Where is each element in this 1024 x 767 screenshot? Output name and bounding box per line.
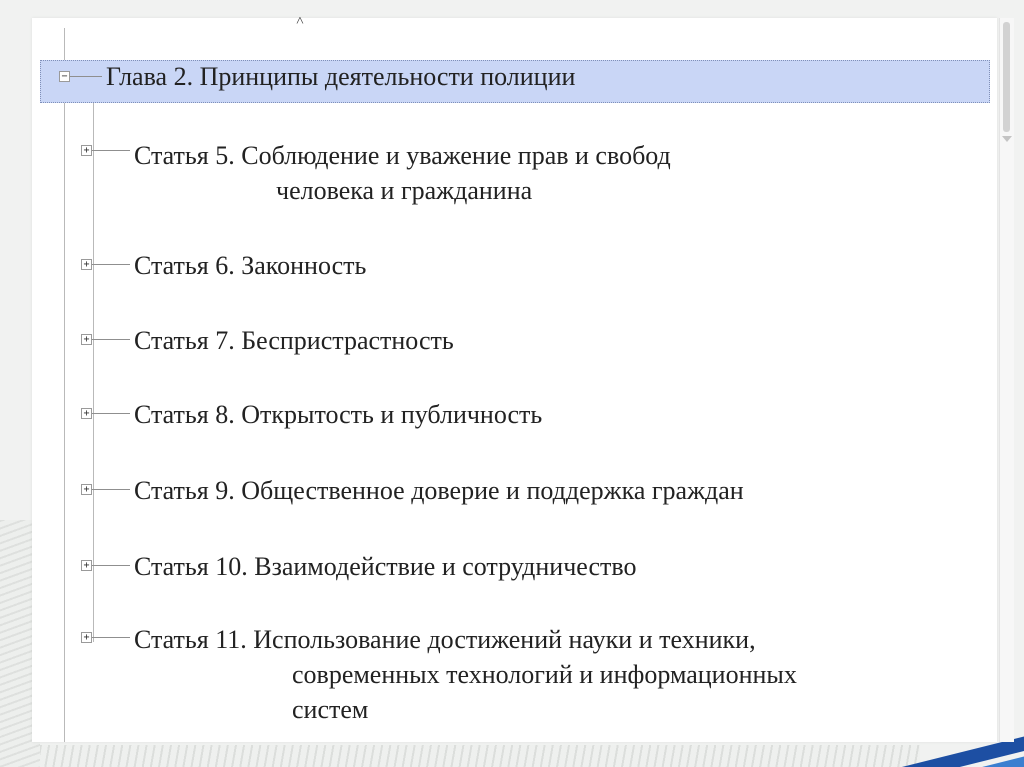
tree-connector	[92, 413, 130, 414]
expand-toggle-icon[interactable]: +	[81, 259, 92, 270]
article-title-continued: человека и гражданина	[276, 176, 533, 205]
tree-guide-line-level2	[93, 96, 94, 642]
article-title: Общественное доверие и поддержка граждан	[241, 476, 744, 505]
tree-connector	[92, 637, 130, 638]
article-item-11[interactable]	[134, 622, 797, 727]
chapter-title[interactable]: Глава 2. Принципы деятельности полиции	[106, 62, 576, 91]
expand-toggle-icon[interactable]: +	[81, 560, 92, 571]
article-title: Открытость и публичность	[241, 400, 543, 429]
tree-connector	[92, 565, 130, 566]
article-label: Статья 5.	[134, 141, 235, 170]
scroll-down-arrow-icon[interactable]	[1002, 136, 1012, 142]
article-title-continued: систем	[292, 695, 369, 724]
article-item-6[interactable]	[134, 248, 366, 283]
scrollbar-thumb[interactable]	[1003, 22, 1010, 132]
expand-toggle-icon[interactable]: +	[81, 632, 92, 643]
article-label: Статья 7.	[134, 326, 235, 355]
article-title: Взаимодействие и сотрудничество	[254, 552, 637, 581]
article-label: Статья 9.	[134, 476, 235, 505]
vertical-scrollbar[interactable]	[999, 18, 1014, 742]
tree-guide-line	[64, 28, 65, 742]
tree-connector	[92, 150, 130, 151]
expand-toggle-icon[interactable]: +	[81, 484, 92, 495]
article-item-9[interactable]	[134, 473, 744, 508]
article-title: Беспристрастность	[241, 326, 454, 355]
article-label: Статья 10.	[134, 552, 248, 581]
expand-toggle-icon[interactable]: +	[81, 334, 92, 345]
expand-toggle-icon[interactable]: +	[81, 145, 92, 156]
article-item-7[interactable]	[134, 323, 454, 358]
article-item-5[interactable]	[134, 138, 671, 208]
collapse-toggle-icon[interactable]: −	[59, 71, 70, 82]
article-title: Использование достижений науки и техники,	[253, 625, 756, 654]
tree-connector	[70, 76, 102, 77]
article-title: Соблюдение и уважение прав и свобод	[241, 141, 671, 170]
article-item-8[interactable]	[134, 397, 542, 432]
article-label: Статья 8.	[134, 400, 235, 429]
caret-mark: ˄	[296, 14, 304, 29]
article-title-continued: современных технологий и информационных	[292, 660, 797, 689]
tree-connector	[92, 339, 130, 340]
article-item-10[interactable]	[134, 549, 636, 584]
tree-connector	[92, 489, 130, 490]
expand-toggle-icon[interactable]: +	[81, 408, 92, 419]
article-label: Статья 11.	[134, 625, 247, 654]
article-title: Законность	[241, 251, 367, 280]
article-label: Статья 6.	[134, 251, 235, 280]
tree-connector	[92, 264, 130, 265]
